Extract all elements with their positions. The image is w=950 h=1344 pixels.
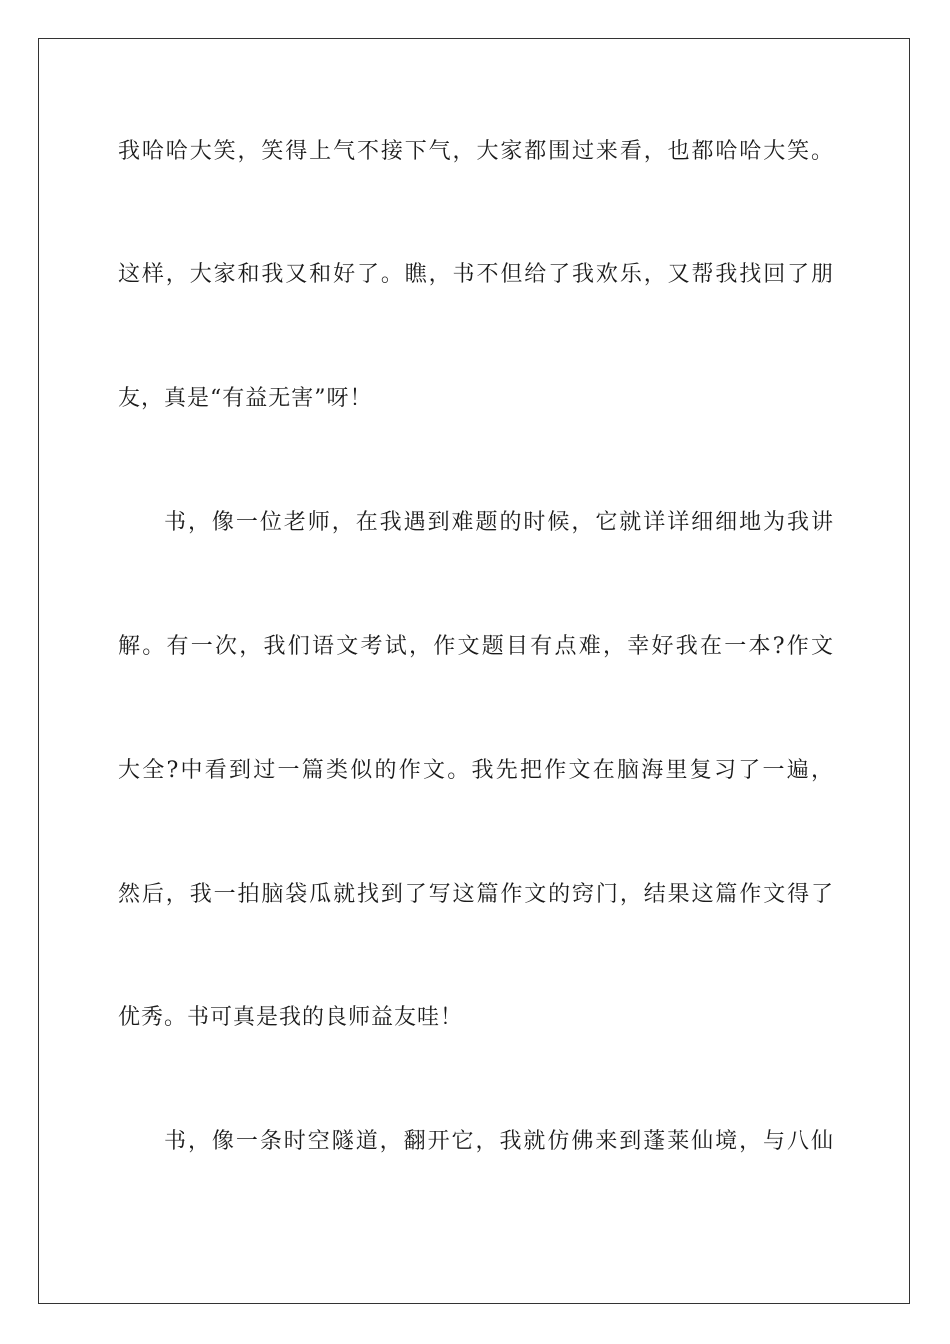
text-line-2: 这样，大家和我又和好了。瞧，书不但给了我欢乐，又帮我找回了朋 xyxy=(118,262,834,287)
text-line-6: 大全?中看到过一篇类似的作文。我先把作文在脑海里复习了一遍， xyxy=(118,758,834,783)
text-line-3: 友，真是“有益无害”呀！ xyxy=(118,386,373,411)
text-line-8: 优秀。书可真是我的良师益友哇！ xyxy=(118,1005,464,1030)
text-line-4: 书，像一位老师，在我遇到难题的时候，它就详详细细地为我讲 xyxy=(164,510,834,535)
text-line-9: 书，像一条时空隧道，翻开它，我就仿佛来到蓬莱仙境，与八仙 xyxy=(164,1129,834,1154)
page-border xyxy=(38,38,910,1304)
text-line-7: 然后，我一拍脑袋瓜就找到了写这篇作文的窍门，结果这篇作文得了 xyxy=(118,882,834,907)
text-line-1: 我哈哈大笑，笑得上气不接下气，大家都围过来看，也都哈哈大笑。 xyxy=(118,139,834,164)
text-line-5: 解。有一次，我们语文考试，作文题目有点难，幸好我在一本?作文 xyxy=(118,634,834,659)
